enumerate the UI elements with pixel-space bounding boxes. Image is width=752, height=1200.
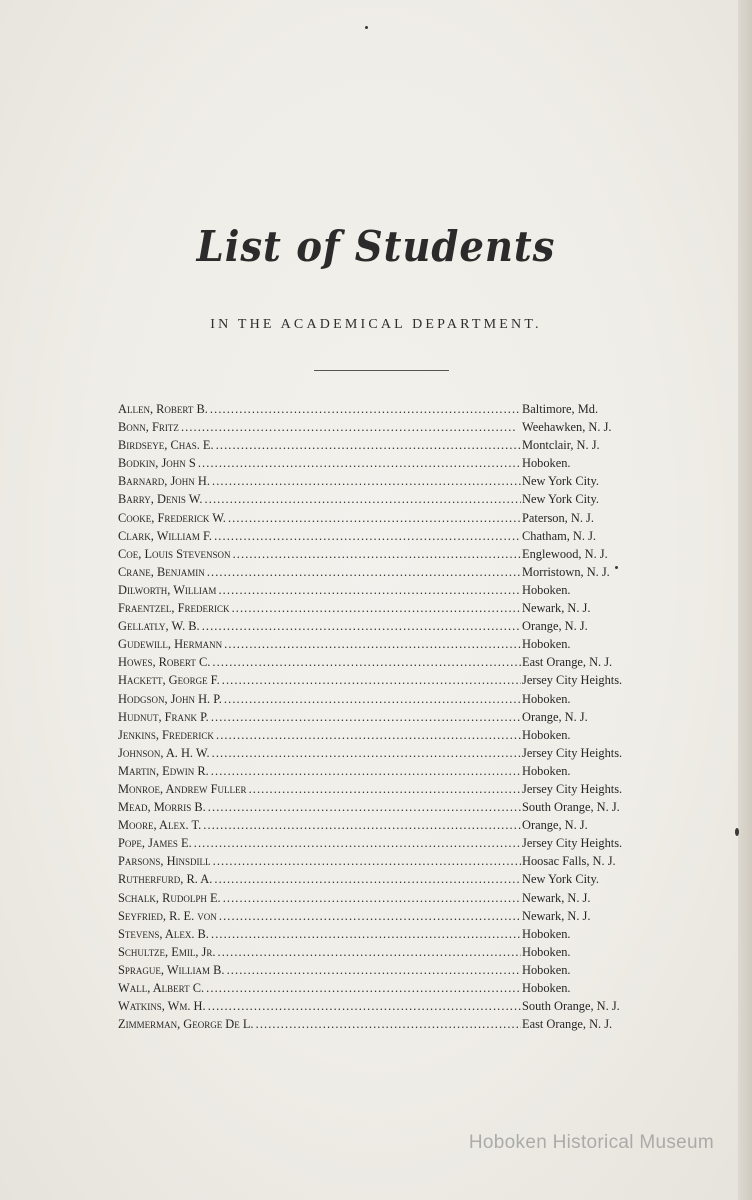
student-residence: Jersey City Heights. [522, 781, 623, 796]
student-row [118, 565, 658, 583]
student-residence: Hoboken. [522, 926, 571, 941]
student-row [118, 909, 658, 927]
student-name: Clark, William F. . . . [118, 529, 521, 544]
student-residence: New York City. [522, 492, 599, 507]
student-residence: Newark, N. J. [522, 890, 591, 905]
student-name: Hackett, George F. . . . [118, 673, 521, 688]
student-residence: Jersey City Heights. [522, 745, 623, 760]
student-residence: Morristown, N. J. [522, 564, 610, 579]
student-residence: Hoboken. [522, 456, 571, 471]
student-row [118, 927, 658, 945]
student-name: Bonn, Fritz . . . [118, 420, 521, 435]
student-residence: East Orange, N. J. [522, 1017, 613, 1032]
student-residence: Englewood, N. J. [522, 546, 608, 561]
student-residence: Orange, N. J. [522, 709, 588, 724]
student-residence: South Orange, N. J. [522, 999, 620, 1014]
student-name: Allen, Robert B. . . . [118, 402, 521, 417]
student-row [118, 854, 658, 872]
student-row [118, 673, 658, 691]
student-name: Bodkin, John S . . . [118, 456, 521, 471]
student-name: Monroe, Andrew Fuller . . . [118, 782, 521, 797]
student-row [118, 692, 658, 710]
student-name: Dilworth, William . . . [118, 583, 521, 598]
student-list [118, 402, 658, 1035]
student-name: Schultze, Emil, Jr. . . . [118, 945, 521, 960]
student-row [118, 710, 658, 728]
student-residence: Hoboken. [522, 582, 571, 597]
student-name: Howes, Robert C. . . . [118, 655, 521, 670]
student-residence: Jersey City Heights. [522, 836, 623, 851]
student-name: Watkins, Wm. H. . . . [118, 999, 521, 1014]
student-row [118, 981, 658, 999]
student-name: Sprague, William B. . . . [118, 963, 521, 978]
student-row [118, 782, 658, 800]
student-residence: Chatham, N. J. [522, 528, 596, 543]
student-row [118, 619, 658, 637]
student-name: Cooke, Frederick W. . . . [118, 511, 521, 526]
student-residence: Hoboken. [522, 944, 571, 959]
student-row [118, 836, 658, 854]
student-name: Martin, Edwin R. . . . [118, 764, 521, 779]
page-subtitle: IN THE ACADEMICAL DEPARTMENT. [210, 317, 542, 332]
student-residence: Weehawken, N. J. [522, 420, 612, 435]
student-residence: Newark, N. J. [522, 601, 591, 616]
student-row [118, 601, 658, 619]
student-row [118, 438, 658, 456]
student-row [118, 547, 658, 565]
student-row [118, 456, 658, 474]
student-residence: Hoboken. [522, 962, 571, 977]
student-residence: Baltimore, Md. [522, 402, 599, 416]
student-name: Mead, Morris B. . . . [118, 800, 521, 815]
student-name: Seyfried, R. E. von . . . [118, 909, 521, 924]
ink-speck [365, 26, 368, 29]
student-row [118, 872, 658, 890]
student-name: Fraentzel, Frederick . . . [118, 601, 521, 616]
student-residence: Jersey City Heights. [522, 673, 623, 688]
student-row [118, 655, 658, 673]
student-residence: New York City. [522, 474, 599, 489]
student-name: Jenkins, Frederick . . . [118, 728, 521, 743]
student-name: Rutherfurd, R. A. . . . [118, 872, 521, 887]
student-row [118, 529, 658, 547]
student-row [118, 800, 658, 818]
student-name: Pope, James E. . . . [118, 836, 521, 851]
student-row [118, 963, 658, 981]
student-residence: Orange, N. J. [522, 818, 588, 833]
student-residence: Montclair, N. J. [522, 438, 600, 453]
student-name: Crane, Benjamin . . . [118, 565, 521, 580]
student-name: Barry, Denis W. . . . [118, 492, 521, 507]
student-name: Parsons, Hinsdill . . . [118, 854, 521, 869]
student-row [118, 420, 658, 438]
student-row [118, 891, 658, 909]
student-residence: Hoboken. [522, 637, 571, 652]
student-residence: Hoboken. [522, 763, 571, 778]
divider-rule [314, 370, 449, 371]
student-name: Moore, Alex. T. . . . [118, 818, 521, 833]
student-residence: Hoboken. [522, 691, 571, 706]
student-residence: South Orange, N. J. [522, 800, 620, 815]
student-residence: Paterson, N. J. [522, 510, 594, 525]
student-name: Gellatly, W. B. . . . [118, 619, 521, 634]
student-name: Schalk, Rudolph E. . . . [118, 891, 521, 906]
student-name: Johnson, A. H. W. . . . [118, 746, 521, 761]
student-row [118, 492, 658, 510]
student-row [118, 511, 658, 529]
student-name: Hodgson, John H. P. . . . [118, 692, 521, 707]
student-residence: Hoboken. [522, 727, 571, 742]
student-row [118, 728, 658, 746]
student-residence: Orange, N. J. [522, 619, 588, 634]
student-name: Stevens, Alex. B. . . . [118, 927, 521, 942]
student-row [118, 999, 658, 1017]
student-name: Wall, Albert C. . . . [118, 981, 521, 996]
student-row [118, 945, 658, 963]
student-name: Zimmerman, George De L. . . . [118, 1017, 521, 1032]
student-row [118, 474, 658, 492]
student-row [118, 764, 658, 782]
student-residence: East Orange, N. J. [522, 655, 613, 670]
student-residence: Hoosac Falls, N. J. [522, 854, 616, 869]
page-edge-shadow [738, 0, 752, 1200]
student-residence: Hoboken. [522, 981, 571, 995]
ink-speck [615, 566, 618, 569]
ink-speck [735, 828, 739, 836]
student-row [118, 583, 658, 601]
page-title: List of Students [196, 222, 556, 271]
student-name: Birdseye, Chas. E. . . . [118, 438, 521, 453]
watermark-text: Hoboken Historical Museum [468, 1132, 714, 1153]
student-name: Barnard, John H. . . . [118, 474, 521, 489]
student-row [118, 818, 658, 836]
student-row [118, 402, 658, 420]
student-name: Gudewill, Hermann . . . [118, 637, 521, 652]
student-name: Hudnut, Frank P. . . . [118, 710, 521, 725]
student-row [118, 1017, 658, 1035]
student-name: Coe, Louis Stevenson . . . [118, 547, 521, 562]
student-residence: Newark, N. J. [522, 908, 591, 923]
student-row [118, 746, 658, 764]
student-row [118, 637, 658, 655]
student-residence: New York City. [522, 872, 599, 887]
